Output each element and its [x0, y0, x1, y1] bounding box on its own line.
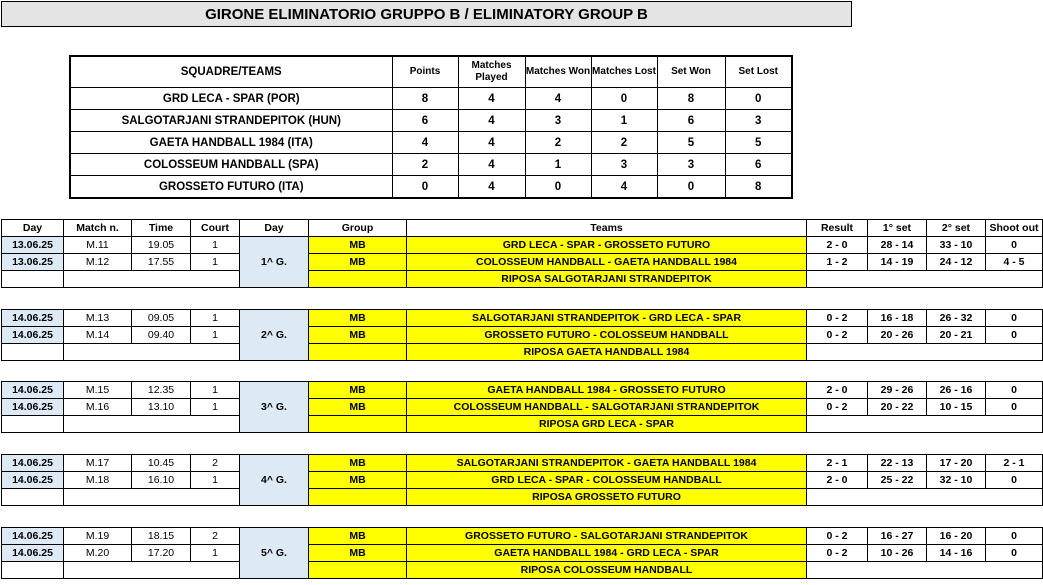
schedule-header-shootout: Shoot out: [986, 220, 1043, 237]
standings-cell-lost: 4: [591, 176, 657, 199]
match-shootout: 0: [986, 327, 1043, 344]
standings-cell-lost: 1: [591, 110, 657, 132]
rest-result-blank: [807, 344, 1043, 361]
rest-result-blank: [807, 271, 1043, 288]
match-teams: GRD LECA - SPAR - COLOSSEUM HANDBALL: [407, 472, 807, 489]
match-group: MB: [309, 254, 407, 271]
header-teams: SQUADRE/TEAMS: [70, 56, 392, 88]
match-time: 10.45: [132, 455, 191, 472]
match-court: 1: [191, 545, 240, 562]
standings-cell-played: 4: [458, 88, 525, 110]
standings-row: [70, 132, 792, 154]
match-result: 2 - 0: [807, 382, 868, 399]
rest-result-blank: [807, 416, 1043, 433]
schedule-header-group: Group: [309, 220, 407, 237]
match-number: M.19: [64, 528, 132, 545]
rest-day-blank: [2, 489, 64, 506]
match-set2: 17 - 20: [927, 455, 986, 472]
match-set2: 33 - 10: [927, 237, 986, 254]
schedule-header-set2: 2° set: [927, 220, 986, 237]
match-group: MB: [309, 237, 407, 254]
rest-day-blank: [2, 562, 64, 579]
match-day: 14.06.25: [2, 399, 64, 416]
standings-cell-won: 3: [525, 110, 591, 132]
match-row: [2, 327, 1043, 344]
standings-cell-played: 4: [458, 132, 525, 154]
match-result: 0 - 2: [807, 528, 868, 545]
match-teams: SALGOTARJANI STRANDEPITOK - GRD LECA - SPAR: [407, 310, 807, 327]
header-won: Matches Won: [525, 56, 591, 88]
standings-cell-lost: 2: [591, 132, 657, 154]
standings-cell-set-won: 6: [657, 110, 725, 132]
standings-cell-team: GROSSETO FUTURO (ITA): [70, 176, 392, 199]
match-shootout: 0: [986, 382, 1043, 399]
standings-cell-won: 0: [525, 176, 591, 199]
match-time: 18.15: [132, 528, 191, 545]
match-set1: 14 - 19: [868, 254, 927, 271]
rest-yellow-blank: [309, 489, 407, 506]
game-day: 4^ G.: [240, 455, 309, 506]
match-set2: 26 - 16: [927, 382, 986, 399]
match-day: 14.06.25: [2, 472, 64, 489]
match-result: 2 - 0: [807, 472, 868, 489]
match-result: 0 - 2: [807, 545, 868, 562]
rest-team: RIPOSA COLOSSEUM HANDBALL: [407, 562, 807, 579]
standings-row: [70, 176, 792, 199]
page-title: GIRONE ELIMINATORIO GRUPPO B / ELIMINATORY GROUP B: [1, 1, 852, 27]
match-day: 14.06.25: [2, 310, 64, 327]
match-group: MB: [309, 528, 407, 545]
standings-table: [69, 55, 793, 199]
match-shootout: 0: [986, 237, 1043, 254]
match-set1: 28 - 14: [868, 237, 927, 254]
match-group: MB: [309, 472, 407, 489]
match-time: 13.10: [132, 399, 191, 416]
standings-cell-played: 4: [458, 154, 525, 176]
match-set1: 16 - 27: [868, 528, 927, 545]
match-group: MB: [309, 310, 407, 327]
rest-row: [2, 562, 1043, 579]
match-result: 2 - 1: [807, 455, 868, 472]
match-court: 1: [191, 310, 240, 327]
round-table: [1, 381, 1043, 433]
standings-cell-team: COLOSSEUM HANDBALL (SPA): [70, 154, 392, 176]
match-time: 16.10: [132, 472, 191, 489]
game-day: 2^ G.: [240, 310, 309, 361]
rest-result-blank: [807, 489, 1043, 506]
match-result: 0 - 2: [807, 327, 868, 344]
match-set2: 20 - 21: [927, 327, 986, 344]
match-shootout: 4 - 5: [986, 254, 1043, 271]
match-set2: 32 - 10: [927, 472, 986, 489]
standings-cell-played: 4: [458, 110, 525, 132]
match-teams: GRD LECA - SPAR - GROSSETO FUTURO: [407, 237, 807, 254]
rest-yellow-blank: [309, 562, 407, 579]
rest-result-blank: [807, 562, 1043, 579]
match-teams: GROSSETO FUTURO - SALGOTARJANI STRANDEPITOK: [407, 528, 807, 545]
round-table: [1, 309, 1043, 361]
match-teams: COLOSSEUM HANDBALL - SALGOTARJANI STRANDEPITOK: [407, 399, 807, 416]
rest-day-blank: [2, 271, 64, 288]
match-set1: 22 - 13: [868, 455, 927, 472]
match-row: [2, 472, 1043, 489]
rest-team: RIPOSA SALGOTARJANI STRANDEPITOK: [407, 271, 807, 288]
game-day: 3^ G.: [240, 382, 309, 433]
match-group: MB: [309, 382, 407, 399]
standings-cell-set-lost: 8: [725, 176, 792, 199]
standings-row: [70, 154, 792, 176]
match-day: 13.06.25: [2, 254, 64, 271]
match-set2: 10 - 15: [927, 399, 986, 416]
standings-cell-points: 8: [392, 88, 458, 110]
standings-cell-team: SALGOTARJANI STRANDEPITOK (HUN): [70, 110, 392, 132]
match-day: 14.06.25: [2, 455, 64, 472]
match-result: 0 - 2: [807, 399, 868, 416]
match-number: M.17: [64, 455, 132, 472]
schedule-header-time: Time: [132, 220, 191, 237]
match-day: 14.06.25: [2, 382, 64, 399]
match-time: 19.05: [132, 237, 191, 254]
standings-cell-won: 4: [525, 88, 591, 110]
rest-row: [2, 416, 1043, 433]
match-row: [2, 545, 1043, 562]
rest-yellow-blank: [309, 271, 407, 288]
standings-cell-team: GRD LECA - SPAR (POR): [70, 88, 392, 110]
rest-team: RIPOSA GROSSETO FUTURO: [407, 489, 807, 506]
schedule-header-gday: Day: [240, 220, 309, 237]
match-group: MB: [309, 455, 407, 472]
match-time: 17.20: [132, 545, 191, 562]
rest-team: RIPOSA GAETA HANDBALL 1984: [407, 344, 807, 361]
standings-cell-won: 2: [525, 132, 591, 154]
match-set2: 26 - 32: [927, 310, 986, 327]
schedule-header-day: Day: [2, 220, 64, 237]
rest-day-blank: [2, 416, 64, 433]
match-row: [2, 382, 1043, 399]
match-set1: 25 - 22: [868, 472, 927, 489]
match-row: [2, 254, 1043, 271]
match-number: M.11: [64, 237, 132, 254]
match-shootout: 0: [986, 528, 1043, 545]
match-day: 14.06.25: [2, 327, 64, 344]
rest-info-blank: [64, 271, 240, 288]
match-result: 1 - 2: [807, 254, 868, 271]
match-group: MB: [309, 545, 407, 562]
match-court: 1: [191, 327, 240, 344]
rest-team: RIPOSA GRD LECA - SPAR: [407, 416, 807, 433]
game-day: 1^ G.: [240, 237, 309, 288]
match-set1: 10 - 26: [868, 545, 927, 562]
rest-yellow-blank: [309, 416, 407, 433]
match-shootout: 0: [986, 472, 1043, 489]
rest-day-blank: [2, 344, 64, 361]
match-teams: GROSSETO FUTURO - COLOSSEUM HANDBALL: [407, 327, 807, 344]
standings-cell-set-won: 3: [657, 154, 725, 176]
rest-info-blank: [64, 562, 240, 579]
match-row: [2, 528, 1043, 545]
standings-cell-set-lost: 5: [725, 132, 792, 154]
header-lost: Matches Lost: [591, 56, 657, 88]
match-group: MB: [309, 327, 407, 344]
match-set1: 29 - 26: [868, 382, 927, 399]
match-set2: 24 - 12: [927, 254, 986, 271]
standings-cell-lost: 0: [591, 88, 657, 110]
match-result: 0 - 2: [807, 310, 868, 327]
match-set1: 20 - 22: [868, 399, 927, 416]
header-played: Matches Played: [458, 56, 525, 88]
match-teams: SALGOTARJANI STRANDEPITOK - GAETA HANDBALL 1984: [407, 455, 807, 472]
match-number: M.14: [64, 327, 132, 344]
schedule-header-row: [2, 220, 1043, 237]
match-set2: 14 - 16: [927, 545, 986, 562]
match-number: M.13: [64, 310, 132, 327]
match-time: 17.55: [132, 254, 191, 271]
match-teams: GAETA HANDBALL 1984 - GROSSETO FUTURO: [407, 382, 807, 399]
rest-info-blank: [64, 489, 240, 506]
match-number: M.16: [64, 399, 132, 416]
match-row: [2, 237, 1043, 254]
match-shootout: 2 - 1: [986, 455, 1043, 472]
match-court: 1: [191, 472, 240, 489]
rest-row: [2, 489, 1043, 506]
match-shootout: 0: [986, 399, 1043, 416]
header-set-lost: Set Lost: [725, 56, 792, 88]
standings-cell-team: GAETA HANDBALL 1984 (ITA): [70, 132, 392, 154]
match-shootout: 0: [986, 310, 1043, 327]
match-court: 2: [191, 528, 240, 545]
schedule-header-match: Match n.: [64, 220, 132, 237]
match-set1: 20 - 26: [868, 327, 927, 344]
match-row: [2, 455, 1043, 472]
match-number: M.18: [64, 472, 132, 489]
standings-row: [70, 110, 792, 132]
match-number: M.15: [64, 382, 132, 399]
rest-info-blank: [64, 344, 240, 361]
standings-cell-set-won: 5: [657, 132, 725, 154]
match-court: 2: [191, 455, 240, 472]
schedule-header-court: Court: [191, 220, 240, 237]
round-table: [1, 454, 1043, 506]
match-day: 14.06.25: [2, 528, 64, 545]
match-set2: 16 - 20: [927, 528, 986, 545]
match-time: 09.40: [132, 327, 191, 344]
standings-cell-set-lost: 6: [725, 154, 792, 176]
schedule-header-set1: 1° set: [868, 220, 927, 237]
match-result: 2 - 0: [807, 237, 868, 254]
standings-cell-set-lost: 0: [725, 88, 792, 110]
match-shootout: 0: [986, 545, 1043, 562]
rest-yellow-blank: [309, 344, 407, 361]
rest-row: [2, 271, 1043, 288]
schedule-header-teams: Teams: [407, 220, 807, 237]
match-teams: GAETA HANDBALL 1984 - GRD LECA - SPAR: [407, 545, 807, 562]
match-court: 1: [191, 254, 240, 271]
standings-header-row: [70, 56, 792, 88]
standings-cell-lost: 3: [591, 154, 657, 176]
standings-cell-set-lost: 3: [725, 110, 792, 132]
match-row: [2, 310, 1043, 327]
rest-info-blank: [64, 416, 240, 433]
standings-cell-set-won: 0: [657, 176, 725, 199]
match-court: 1: [191, 399, 240, 416]
round-table: [1, 527, 1043, 579]
standings-cell-points: 4: [392, 132, 458, 154]
match-day: 14.06.25: [2, 545, 64, 562]
standings-cell-set-won: 8: [657, 88, 725, 110]
header-set-won: Set Won: [657, 56, 725, 88]
rest-row: [2, 344, 1043, 361]
standings-cell-points: 2: [392, 154, 458, 176]
match-group: MB: [309, 399, 407, 416]
standings-cell-played: 4: [458, 176, 525, 199]
match-time: 12.35: [132, 382, 191, 399]
match-court: 1: [191, 382, 240, 399]
round-table: [1, 219, 1043, 288]
standings-cell-points: 6: [392, 110, 458, 132]
game-day: 5^ G.: [240, 528, 309, 579]
match-set1: 16 - 18: [868, 310, 927, 327]
schedule-header-result: Result: [807, 220, 868, 237]
match-court: 1: [191, 237, 240, 254]
match-time: 09.05: [132, 310, 191, 327]
match-day: 13.06.25: [2, 237, 64, 254]
match-number: M.12: [64, 254, 132, 271]
standings-cell-points: 0: [392, 176, 458, 199]
standings-cell-won: 1: [525, 154, 591, 176]
standings-row: [70, 88, 792, 110]
match-row: [2, 399, 1043, 416]
header-points: Points: [392, 56, 458, 88]
match-teams: COLOSSEUM HANDBALL - GAETA HANDBALL 1984: [407, 254, 807, 271]
match-number: M.20: [64, 545, 132, 562]
